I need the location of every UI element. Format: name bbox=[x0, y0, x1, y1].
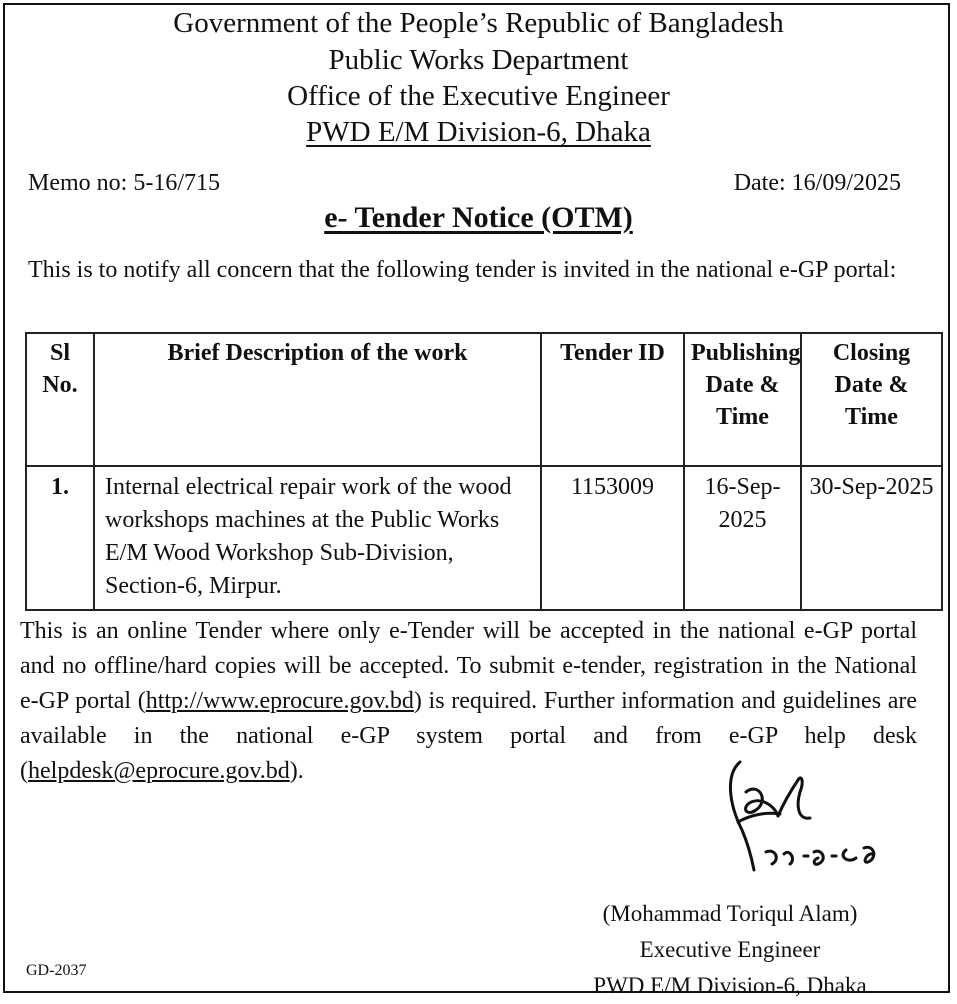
header-tender-id: Tender ID bbox=[541, 333, 684, 466]
header-government: Government of the People’s Republic of Bangladesh bbox=[173, 7, 784, 39]
table-header-row bbox=[26, 333, 942, 466]
cell-description: Internal electrical repair work of the wood workshops machines at the Public Works E/M Wood Workshop Sub-Division, Section-6, Mirpur. bbox=[94, 466, 541, 610]
table-row bbox=[26, 466, 942, 610]
header-department: Public Works Department bbox=[328, 44, 629, 76]
intro-paragraph: This is to notify all concern that the following tender is invited in the national e-GP portal: bbox=[28, 257, 897, 283]
closing-text-3: ). bbox=[289, 758, 304, 784]
tender-table bbox=[25, 332, 943, 611]
cell-closing-date: 30-Sep-2025 bbox=[801, 466, 942, 610]
signatory-designation: Executive Engineer bbox=[639, 937, 821, 962]
memo-number: Memo no: 5-16/715 bbox=[28, 170, 220, 196]
cell-publishing-date: 16-Sep-2025 bbox=[684, 466, 801, 610]
header-publishing-date: Publishing Date & Time bbox=[684, 333, 801, 466]
header-division: PWD E/M Division-6, Dhaka bbox=[306, 116, 651, 148]
notice-date: Date: 16/09/2025 bbox=[733, 170, 901, 196]
closing-text-2: ) is required. Further information and guidelines are available in the national e-GP system portal and from e-GP help desk ( bbox=[20, 688, 917, 784]
signatory-office: PWD E/M Division-6, Dhaka bbox=[593, 973, 867, 998]
eprocure-link[interactable]: http://www.eprocure.gov.bd bbox=[145, 688, 414, 714]
signatory-name: (Mohammad Toriqul Alam) bbox=[602, 901, 858, 926]
closing-text-1: This is an online Tender where only e-Tender will be accepted in the national e-GP portal and no offline/hard copies will be accepted. To submit e-tender, registration in the National e-GP portal ( bbox=[20, 618, 917, 714]
footer-code: GD-2037 bbox=[26, 962, 87, 979]
cell-sl-no: 1. bbox=[26, 466, 94, 610]
helpdesk-email-link[interactable]: helpdesk@eprocure.gov.bd bbox=[28, 758, 290, 784]
notice-title: e- Tender Notice (OTM) bbox=[324, 201, 633, 234]
handwritten-signature bbox=[718, 752, 928, 878]
header-sl-no: Sl No. bbox=[26, 333, 94, 466]
cell-tender-id: 1153009 bbox=[541, 466, 684, 610]
signature-block bbox=[545, 896, 915, 1004]
header-office: Office of the Executive Engineer bbox=[287, 80, 670, 112]
header-description: Brief Description of the work bbox=[94, 333, 541, 466]
header-closing-date: Closing Date & Time bbox=[801, 333, 942, 466]
